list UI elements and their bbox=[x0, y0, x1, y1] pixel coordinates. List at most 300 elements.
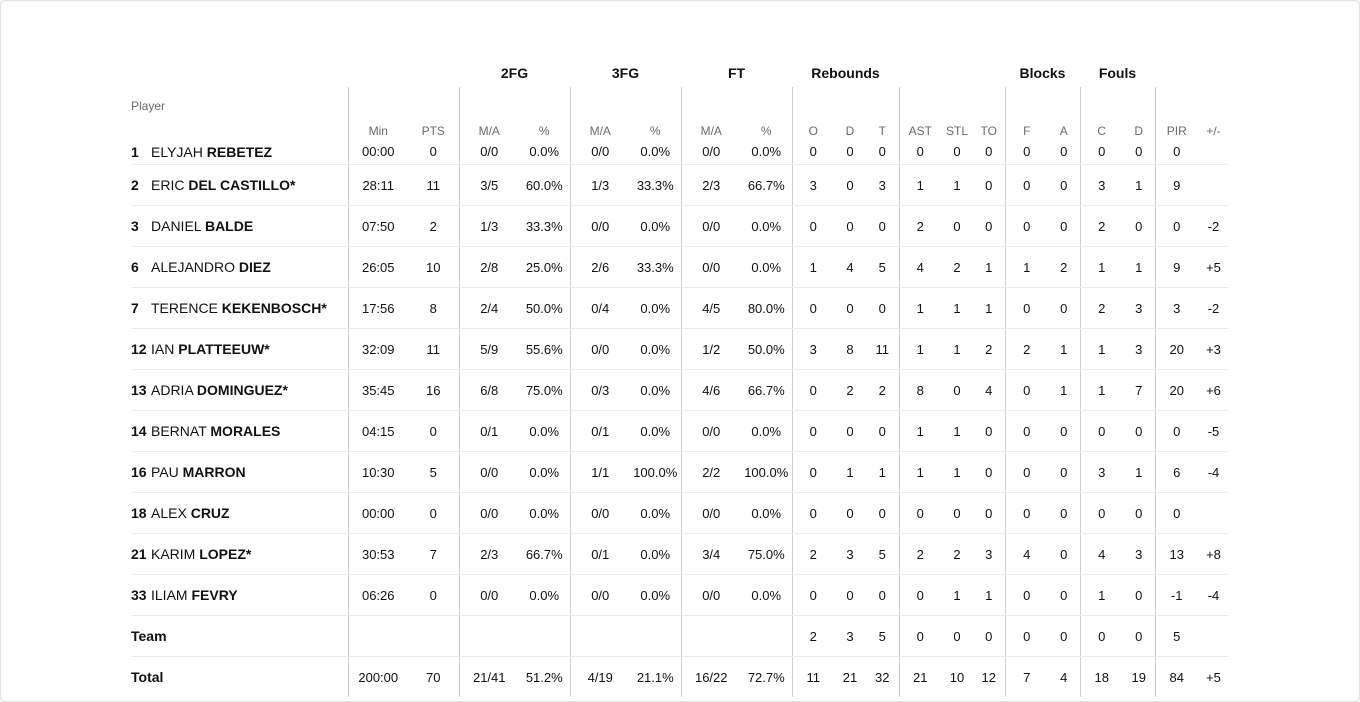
cell-foul-d: 7 bbox=[1123, 370, 1155, 411]
cell-3fg-ma: 1/3 bbox=[570, 165, 630, 206]
col-header-plus-minus[interactable]: +/- bbox=[1206, 124, 1221, 138]
cell-reb-t: 2 bbox=[866, 370, 899, 411]
cell-player[interactable] bbox=[131, 165, 348, 206]
cell-player: Team bbox=[131, 616, 348, 657]
cell-blk-f: 7 bbox=[1005, 657, 1048, 698]
cell-reb-d: 0 bbox=[834, 493, 866, 534]
cell-pts: 7 bbox=[408, 534, 459, 575]
cell-stl: 2 bbox=[941, 534, 973, 575]
cell-2fg-ma: 2/3 bbox=[459, 534, 519, 575]
cell-min: 30:53 bbox=[348, 534, 408, 575]
cell-ast: 8 bbox=[899, 370, 941, 411]
cell-ft-pct: 80.0% bbox=[741, 288, 792, 329]
group-blocks: Blocks bbox=[1019, 65, 1066, 81]
cell-plus-minus: +3 bbox=[1198, 329, 1229, 370]
col-header-reb-t[interactable]: T bbox=[878, 124, 886, 138]
player-first-name: ALEJANDRO bbox=[151, 259, 236, 275]
cell-blk-a: 0 bbox=[1048, 452, 1080, 493]
cell-ast: 1 bbox=[899, 329, 941, 370]
cell-pts: 0 bbox=[408, 411, 459, 452]
cell-3fg-ma: 2/6 bbox=[570, 247, 630, 288]
player-row bbox=[131, 534, 1229, 575]
cell-stl: 0 bbox=[941, 144, 973, 165]
cell-foul-d: 0 bbox=[1123, 206, 1155, 247]
col-header-ft-ma[interactable]: M/A bbox=[681, 87, 741, 144]
cell-ft-ma: 4/6 bbox=[681, 370, 741, 411]
cell-3fg-pct bbox=[630, 616, 681, 657]
col-header-ast[interactable]: AST bbox=[899, 87, 941, 144]
cell-reb-d: 0 bbox=[834, 144, 866, 165]
cell-foul-d: 1 bbox=[1123, 165, 1155, 206]
player-first-name: KARIM bbox=[151, 546, 196, 562]
cell-ft-ma: 0/0 bbox=[681, 493, 741, 534]
cell-to: 3 bbox=[973, 534, 1005, 575]
cell-reb-d: 4 bbox=[834, 247, 866, 288]
cell-pir: 9 bbox=[1155, 165, 1198, 206]
cell-ast: 2 bbox=[899, 206, 941, 247]
group-header-row bbox=[131, 59, 1229, 87]
player-last-name: REBETEZ bbox=[206, 144, 273, 160]
player-last-name: DIEZ bbox=[238, 259, 271, 275]
cell-2fg-ma: 0/0 bbox=[459, 452, 519, 493]
cell-player[interactable] bbox=[131, 575, 348, 616]
cell-min bbox=[348, 616, 408, 657]
cell-ft-pct: 75.0% bbox=[741, 534, 792, 575]
cell-2fg-ma: 6/8 bbox=[459, 370, 519, 411]
jersey-number: 6 bbox=[131, 259, 139, 275]
cell-to: 0 bbox=[973, 206, 1005, 247]
cell-ft-ma: 0/0 bbox=[681, 144, 741, 165]
cell-stl: 2 bbox=[941, 247, 973, 288]
cell-reb-d: 8 bbox=[834, 329, 866, 370]
cell-player[interactable] bbox=[131, 534, 348, 575]
cell-ft-pct: 66.7% bbox=[741, 165, 792, 206]
cell-pir: 0 bbox=[1155, 206, 1198, 247]
jersey-number: 1 bbox=[131, 144, 139, 160]
cell-ast: 2 bbox=[899, 534, 941, 575]
cell-blk-a: 0 bbox=[1048, 575, 1080, 616]
cell-foul-d: 0 bbox=[1123, 493, 1155, 534]
cell-ft-pct: 0.0% bbox=[741, 493, 792, 534]
cell-pts: 0 bbox=[408, 144, 459, 165]
cell-stl: 0 bbox=[941, 493, 973, 534]
cell-ft-ma: 0/0 bbox=[681, 575, 741, 616]
col-header-min[interactable]: Min bbox=[348, 87, 408, 144]
jersey-number: 21 bbox=[131, 546, 147, 562]
cell-reb-o: 0 bbox=[792, 493, 834, 534]
cell-3fg-pct: 33.3% bbox=[630, 165, 681, 206]
group-ft: FT bbox=[727, 65, 746, 81]
player-row bbox=[131, 247, 1229, 288]
cell-blk-a: 2 bbox=[1048, 247, 1080, 288]
player-first-name: DANIEL bbox=[151, 218, 202, 234]
jersey-number: 3 bbox=[131, 218, 139, 234]
cell-3fg-pct: 100.0% bbox=[630, 452, 681, 493]
cell-blk-a: 4 bbox=[1060, 669, 1068, 685]
column-header-row bbox=[131, 87, 1229, 144]
cell-ft-ma: 4/5 bbox=[681, 288, 741, 329]
cell-foul-c: 0 bbox=[1080, 616, 1123, 657]
cell-3fg-pct: 0.0% bbox=[630, 329, 681, 370]
cell-stl: 0 bbox=[941, 206, 973, 247]
cell-to: 0 bbox=[973, 411, 1005, 452]
cell-reb-t: 32 bbox=[875, 669, 890, 685]
col-header-blk-f[interactable]: F bbox=[1005, 87, 1048, 144]
cell-to: 0 bbox=[973, 165, 1005, 206]
cell-reb-d: 21 bbox=[842, 669, 858, 685]
cell-player[interactable] bbox=[131, 493, 348, 534]
cell-reb-t: 0 bbox=[866, 493, 899, 534]
player-last-name: LOPEZ* bbox=[199, 546, 252, 562]
cell-pir: 0 bbox=[1155, 493, 1198, 534]
cell-ast: 0 bbox=[899, 144, 941, 165]
cell-reb-o: 11 bbox=[792, 657, 834, 698]
cell-plus-minus: +5 bbox=[1198, 247, 1229, 288]
cell-blk-f: 0 bbox=[1005, 411, 1048, 452]
cell-plus-minus bbox=[1198, 165, 1229, 206]
player-first-name: ELYJAH bbox=[151, 144, 203, 160]
cell-reb-d: 0 bbox=[834, 206, 866, 247]
cell-3fg-ma: 0/4 bbox=[570, 288, 630, 329]
cell-player[interactable] bbox=[131, 329, 348, 370]
cell-ft-pct: 100.0% bbox=[741, 452, 792, 493]
cell-2fg-ma: 2/8 bbox=[459, 247, 519, 288]
col-header-ft-pct[interactable]: % bbox=[760, 124, 772, 138]
player-last-name: CRUZ bbox=[190, 505, 230, 521]
cell-blk-a: 0 bbox=[1048, 616, 1080, 657]
cell-foul-c: 1 bbox=[1080, 247, 1123, 288]
cell-2fg-pct: 55.6% bbox=[519, 329, 570, 370]
col-header-reb-d[interactable]: D bbox=[845, 124, 855, 138]
jersey-number: 13 bbox=[131, 382, 147, 398]
cell-pts: 5 bbox=[408, 452, 459, 493]
player-last-name: PLATTEEUW* bbox=[178, 341, 270, 357]
cell-ft-pct: 0.0% bbox=[741, 144, 792, 165]
cell-2fg-pct: 75.0% bbox=[519, 370, 570, 411]
cell-3fg-pct: 0.0% bbox=[630, 288, 681, 329]
cell-player[interactable] bbox=[131, 452, 348, 493]
cell-reb-d: 0 bbox=[834, 288, 866, 329]
cell-foul-c: 2 bbox=[1080, 206, 1123, 247]
cell-foul-d: 19 bbox=[1131, 669, 1146, 685]
cell-pts: 0 bbox=[408, 575, 459, 616]
cell-foul-d: 0 bbox=[1123, 575, 1155, 616]
cell-blk-f: 0 bbox=[1005, 288, 1048, 329]
cell-stl: 1 bbox=[941, 411, 973, 452]
cell-player[interactable] bbox=[131, 411, 348, 452]
cell-blk-f: 1 bbox=[1005, 247, 1048, 288]
cell-min: 07:50 bbox=[348, 206, 408, 247]
cell-foul-c: 0 bbox=[1080, 493, 1123, 534]
cell-blk-a: 0 bbox=[1048, 411, 1080, 452]
cell-player[interactable] bbox=[131, 144, 348, 165]
player-row bbox=[131, 452, 1229, 493]
cell-reb-t: 5 bbox=[866, 247, 899, 288]
cell-foul-c: 0 bbox=[1080, 411, 1123, 452]
cell-3fg-pct: 0.0% bbox=[630, 370, 681, 411]
cell-foul-d: 3 bbox=[1123, 534, 1155, 575]
cell-ft-pct: 66.7% bbox=[741, 370, 792, 411]
cell-pir: 20 bbox=[1155, 370, 1198, 411]
player-last-name: MORALES bbox=[210, 423, 281, 439]
cell-foul-d: 1 bbox=[1123, 452, 1155, 493]
cell-2fg-ma: 1/3 bbox=[459, 206, 519, 247]
cell-blk-a: 0 bbox=[1048, 165, 1080, 206]
cell-foul-d: 0 bbox=[1123, 616, 1155, 657]
cell-blk-a: 1 bbox=[1048, 329, 1080, 370]
cell-ft-ma: 2/2 bbox=[681, 452, 741, 493]
col-header-2fg-ma[interactable]: M/A bbox=[459, 87, 519, 144]
cell-2fg-ma bbox=[459, 616, 519, 657]
cell-3fg-ma: 0/0 bbox=[570, 144, 630, 165]
cell-reb-o: 0 bbox=[792, 452, 834, 493]
cell-pts: 70 bbox=[426, 669, 441, 685]
group-3fg: 3FG bbox=[611, 65, 640, 81]
cell-3fg-ma: 1/1 bbox=[570, 452, 630, 493]
total-row bbox=[131, 657, 1229, 698]
cell-ft-pct bbox=[741, 616, 792, 657]
cell-blk-a: 0 bbox=[1048, 288, 1080, 329]
cell-2fg-pct: 50.0% bbox=[519, 288, 570, 329]
cell-ft-ma: 3/4 bbox=[681, 534, 741, 575]
group-rebounds: Rebounds bbox=[811, 65, 880, 81]
cell-pts: 2 bbox=[408, 206, 459, 247]
player-first-name: IAN bbox=[151, 341, 175, 357]
cell-3fg-pct: 33.3% bbox=[630, 247, 681, 288]
col-header-2fg-pct[interactable]: % bbox=[538, 124, 550, 138]
cell-reb-d: 0 bbox=[834, 575, 866, 616]
col-header-3fg-pct[interactable]: % bbox=[649, 124, 661, 138]
col-header-player[interactable]: Player bbox=[131, 99, 166, 113]
cell-pir: -1 bbox=[1155, 575, 1198, 616]
jersey-number: 12 bbox=[131, 341, 147, 357]
cell-ast: 4 bbox=[899, 247, 941, 288]
cell-reb-t: 3 bbox=[866, 165, 899, 206]
cell-2fg-pct: 0.0% bbox=[519, 411, 570, 452]
cell-blk-f: 0 bbox=[1005, 616, 1048, 657]
cell-foul-c: 18 bbox=[1080, 657, 1123, 698]
cell-2fg-ma: 5/9 bbox=[459, 329, 519, 370]
player-row bbox=[131, 493, 1229, 534]
cell-blk-f: 4 bbox=[1005, 534, 1048, 575]
cell-blk-a: 0 bbox=[1048, 206, 1080, 247]
cell-ft-ma: 0/0 bbox=[681, 206, 741, 247]
cell-2fg-ma: 0/0 bbox=[459, 493, 519, 534]
cell-ft-ma: 16/22 bbox=[681, 657, 741, 698]
cell-ast: 1 bbox=[899, 452, 941, 493]
cell-min: 28:11 bbox=[348, 165, 408, 206]
cell-reb-t: 0 bbox=[866, 575, 899, 616]
cell-min: 00:00 bbox=[348, 493, 408, 534]
cell-3fg-pct: 0.0% bbox=[630, 534, 681, 575]
cell-reb-t: 0 bbox=[866, 288, 899, 329]
cell-to: 0 bbox=[973, 144, 1005, 165]
cell-blk-a: 0 bbox=[1048, 493, 1080, 534]
jersey-number: 7 bbox=[131, 300, 139, 316]
jersey-number: 14 bbox=[131, 423, 147, 439]
cell-player[interactable] bbox=[131, 370, 348, 411]
col-header-3fg-ma[interactable]: M/A bbox=[570, 87, 630, 144]
cell-player[interactable] bbox=[131, 247, 348, 288]
player-last-name: MARRON bbox=[182, 464, 246, 480]
cell-foul-d: 0 bbox=[1123, 144, 1155, 165]
cell-pts bbox=[408, 616, 459, 657]
cell-reb-t: 0 bbox=[866, 411, 899, 452]
cell-foul-d: 3 bbox=[1123, 288, 1155, 329]
cell-reb-o: 3 bbox=[792, 165, 834, 206]
cell-stl: 1 bbox=[941, 329, 973, 370]
col-header-stl[interactable]: STL bbox=[945, 124, 968, 138]
player-first-name: ALEX bbox=[151, 505, 187, 521]
cell-plus-minus: -4 bbox=[1198, 575, 1229, 616]
player-last-name: DEL CASTILLO* bbox=[188, 177, 296, 193]
cell-to: 1 bbox=[973, 247, 1005, 288]
cell-pts: 11 bbox=[408, 165, 459, 206]
cell-reb-o: 0 bbox=[792, 370, 834, 411]
cell-3fg-ma: 4/19 bbox=[570, 657, 630, 698]
cell-2fg-pct bbox=[519, 616, 570, 657]
team-row bbox=[131, 616, 1229, 657]
col-header-reb-o[interactable]: O bbox=[792, 87, 834, 144]
col-header-foul-d[interactable]: D bbox=[1134, 124, 1144, 138]
cell-foul-c: 1 bbox=[1080, 329, 1123, 370]
jersey-number: 2 bbox=[131, 177, 139, 193]
cell-pir: 13 bbox=[1155, 534, 1198, 575]
cell-blk-a: 0 bbox=[1048, 144, 1080, 165]
cell-reb-d: 3 bbox=[834, 534, 866, 575]
cell-3fg-ma: 0/0 bbox=[570, 329, 630, 370]
cell-plus-minus bbox=[1198, 144, 1229, 165]
player-row bbox=[131, 144, 1229, 165]
col-header-foul-c[interactable]: C bbox=[1080, 87, 1123, 144]
cell-2fg-ma: 21/41 bbox=[459, 657, 519, 698]
col-header-pts[interactable]: PTS bbox=[421, 124, 445, 138]
cell-foul-c: 1 bbox=[1080, 370, 1123, 411]
cell-plus-minus: +6 bbox=[1198, 370, 1229, 411]
cell-reb-o: 0 bbox=[792, 144, 834, 165]
cell-pir: 0 bbox=[1155, 411, 1198, 452]
cell-pir: 20 bbox=[1155, 329, 1198, 370]
cell-reb-t: 0 bbox=[866, 206, 899, 247]
cell-to: 1 bbox=[973, 288, 1005, 329]
player-row bbox=[131, 329, 1229, 370]
cell-2fg-pct: 60.0% bbox=[519, 165, 570, 206]
cell-ast: 0 bbox=[899, 575, 941, 616]
player-last-name: BALDE bbox=[204, 218, 254, 234]
cell-reb-d: 1 bbox=[834, 452, 866, 493]
cell-reb-d: 3 bbox=[834, 616, 866, 657]
cell-ft-ma: 2/3 bbox=[681, 165, 741, 206]
cell-2fg-ma: 0/1 bbox=[459, 411, 519, 452]
cell-ft-pct: 0.0% bbox=[741, 247, 792, 288]
cell-blk-f: 0 bbox=[1005, 493, 1048, 534]
player-last-name: FEVRY bbox=[191, 587, 238, 603]
cell-ast: 1 bbox=[899, 411, 941, 452]
boxscore-body bbox=[131, 144, 1229, 697]
cell-foul-c: 3 bbox=[1080, 165, 1123, 206]
cell-reb-o: 0 bbox=[792, 206, 834, 247]
cell-foul-d: 1 bbox=[1123, 247, 1155, 288]
cell-pts: 8 bbox=[408, 288, 459, 329]
cell-min: 17:56 bbox=[348, 288, 408, 329]
cell-pts: 11 bbox=[408, 329, 459, 370]
cell-foul-c: 1 bbox=[1080, 575, 1123, 616]
cell-3fg-ma: 0/1 bbox=[570, 534, 630, 575]
cell-2fg-pct: 0.0% bbox=[519, 575, 570, 616]
cell-reb-t: 5 bbox=[866, 616, 899, 657]
cell-plus-minus bbox=[1198, 493, 1229, 534]
cell-min: 35:45 bbox=[348, 370, 408, 411]
cell-ft-pct: 72.7% bbox=[747, 669, 785, 685]
player-row bbox=[131, 370, 1229, 411]
cell-ft-ma: 0/0 bbox=[681, 247, 741, 288]
cell-plus-minus: -2 bbox=[1198, 288, 1229, 329]
col-header-blk-a[interactable]: A bbox=[1059, 124, 1068, 138]
cell-2fg-ma: 0/0 bbox=[459, 575, 519, 616]
cell-reb-t: 0 bbox=[866, 144, 899, 165]
cell-to: 2 bbox=[973, 329, 1005, 370]
cell-3fg-pct: 0.0% bbox=[630, 575, 681, 616]
cell-reb-t: 5 bbox=[866, 534, 899, 575]
cell-2fg-pct: 25.0% bbox=[519, 247, 570, 288]
cell-3fg-pct: 0.0% bbox=[630, 411, 681, 452]
player-last-name: DOMINGUEZ* bbox=[196, 382, 288, 398]
cell-reb-o: 2 bbox=[792, 534, 834, 575]
cell-blk-f: 0 bbox=[1005, 206, 1048, 247]
player-first-name: PAU bbox=[151, 464, 179, 480]
cell-ast: 0 bbox=[899, 616, 941, 657]
cell-to: 4 bbox=[973, 370, 1005, 411]
cell-2fg-pct: 0.0% bbox=[519, 144, 570, 165]
cell-to: 0 bbox=[973, 493, 1005, 534]
cell-pir: 9 bbox=[1155, 247, 1198, 288]
cell-reb-o: 2 bbox=[792, 616, 834, 657]
player-row bbox=[131, 206, 1229, 247]
player-first-name: ERIC bbox=[151, 177, 185, 193]
cell-plus-minus: -5 bbox=[1198, 411, 1229, 452]
cell-ft-pct: 0.0% bbox=[741, 206, 792, 247]
cell-player[interactable] bbox=[131, 288, 348, 329]
col-header-pir[interactable]: PIR bbox=[1155, 87, 1198, 144]
cell-reb-t: 1 bbox=[866, 452, 899, 493]
cell-plus-minus bbox=[1198, 616, 1229, 657]
cell-pir: 6 bbox=[1155, 452, 1198, 493]
cell-reb-t: 11 bbox=[866, 329, 899, 370]
cell-ft-pct: 0.0% bbox=[741, 575, 792, 616]
group-2fg: 2FG bbox=[500, 65, 529, 81]
cell-pts: 0 bbox=[408, 493, 459, 534]
cell-blk-f: 0 bbox=[1005, 165, 1048, 206]
cell-reb-d: 0 bbox=[834, 165, 866, 206]
cell-reb-o: 0 bbox=[792, 411, 834, 452]
cell-3fg-ma: 0/1 bbox=[570, 411, 630, 452]
cell-pts: 16 bbox=[408, 370, 459, 411]
cell-blk-a: 0 bbox=[1048, 534, 1080, 575]
cell-reb-o: 3 bbox=[792, 329, 834, 370]
cell-foul-c: 0 bbox=[1080, 144, 1123, 165]
cell-ast: 1 bbox=[899, 165, 941, 206]
player-first-name: ADRIA bbox=[151, 382, 194, 398]
col-header-to[interactable]: TO bbox=[980, 124, 997, 138]
cell-ft-pct: 0.0% bbox=[741, 411, 792, 452]
cell-player[interactable] bbox=[131, 206, 348, 247]
jersey-number: 18 bbox=[131, 505, 147, 521]
cell-min: 10:30 bbox=[348, 452, 408, 493]
cell-to: 0 bbox=[973, 616, 1005, 657]
cell-2fg-pct: 51.2% bbox=[525, 669, 563, 685]
cell-stl: 1 bbox=[941, 288, 973, 329]
cell-pir: 84 bbox=[1155, 657, 1198, 698]
